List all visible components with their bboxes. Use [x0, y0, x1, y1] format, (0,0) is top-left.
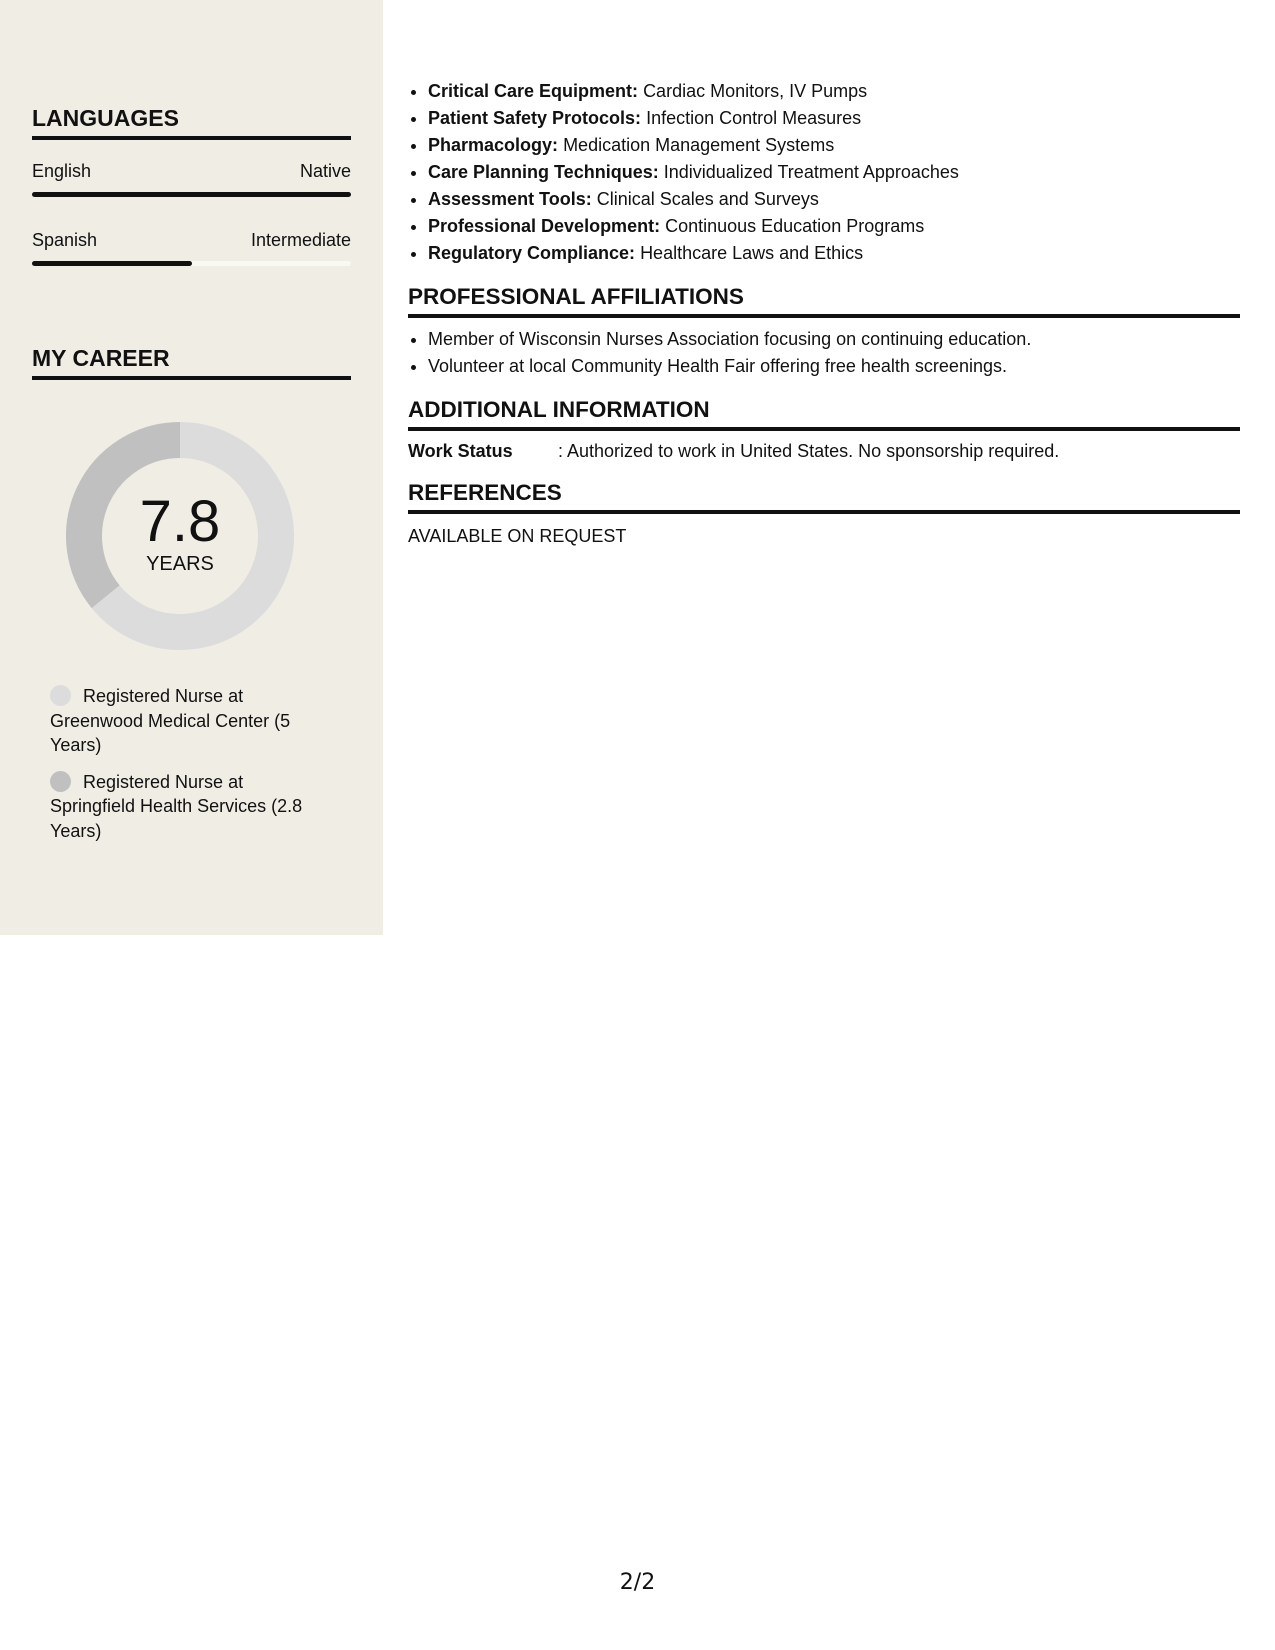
language-item-english — [32, 160, 351, 197]
skill-value: Continuous Education Programs — [665, 216, 925, 236]
sidebar — [0, 0, 383, 935]
references-text: AVAILABLE ON REQUEST — [408, 526, 627, 546]
language-level: Native — [299, 161, 351, 181]
language-bar-fill — [32, 261, 192, 266]
legend-dot-icon — [50, 685, 71, 706]
career-title: MY CAREER — [32, 344, 351, 380]
legend-dot-icon — [50, 771, 71, 792]
work-status-row — [408, 439, 1240, 463]
language-bar-fill — [32, 192, 351, 197]
references-title: REFERENCES — [408, 479, 1240, 514]
skills-list — [408, 78, 1240, 267]
list-item — [428, 105, 1240, 132]
career-donut — [66, 422, 294, 650]
skill-value: Cardiac Monitors, IV Pumps — [643, 81, 868, 101]
language-name: Spanish — [32, 230, 98, 250]
language-bar — [32, 261, 351, 266]
skill-label: Care Planning Techniques: — [428, 162, 659, 182]
skill-value: Medication Management Systems — [563, 135, 835, 155]
work-status-value: : Authorized to work in United States. No sponsorship required. — [558, 441, 1060, 461]
list-item — [428, 240, 1240, 267]
skill-value: Individualized Treatment Approaches — [663, 162, 959, 182]
skill-value: Clinical Scales and Surveys — [596, 189, 819, 209]
languages-section — [32, 104, 351, 266]
career-total-unit: YEARS — [146, 553, 214, 575]
legend-label: Registered Nurse at Greenwood Medical Center (5 Years) — [50, 686, 291, 755]
languages-title: LANGUAGES — [32, 104, 351, 140]
main-content — [408, 78, 1240, 548]
affiliations-title: PROFESSIONAL AFFILIATIONS — [408, 283, 1240, 318]
skill-value: Infection Control Measures — [646, 108, 862, 128]
additional-info-section — [408, 396, 1240, 463]
references-section — [408, 479, 1240, 548]
affiliations-section — [408, 283, 1240, 380]
skill-value: Healthcare Laws and Ethics — [640, 243, 864, 263]
skill-label: Critical Care Equipment: — [428, 81, 639, 101]
language-bar — [32, 192, 351, 197]
list-item — [428, 186, 1240, 213]
career-legend — [50, 684, 330, 855]
legend-item — [50, 684, 330, 758]
language-item-spanish — [32, 229, 351, 266]
list-item — [428, 213, 1240, 240]
legend-label: Registered Nurse at Springfield Health Services (2.8 Years) — [50, 771, 303, 841]
list-item — [428, 132, 1240, 159]
affiliations-list — [408, 326, 1240, 380]
page-number: 2/2 — [619, 1570, 656, 1595]
language-level: Intermediate — [250, 230, 351, 250]
skill-label: Assessment Tools: — [428, 189, 592, 209]
skill-label: Patient Safety Protocols: — [428, 108, 642, 128]
list-item — [428, 159, 1240, 186]
career-total-value: 7.8 — [139, 489, 221, 554]
skill-label: Regulatory Compliance: — [428, 243, 636, 263]
legend-item — [50, 770, 330, 844]
skill-label: Professional Development: — [428, 216, 661, 236]
work-status-label: Work Status — [408, 441, 513, 461]
list-item: • Member of Wisconsin Nurses Association focusing on continuing education. — [428, 326, 1240, 353]
list-item — [428, 78, 1240, 105]
skill-label: Pharmacology: — [428, 135, 559, 155]
list-item: • Volunteer at local Community Health Fair offering free health screenings. — [428, 353, 1240, 380]
career-section — [32, 344, 351, 380]
additional-info-title: ADDITIONAL INFORMATION — [408, 396, 1240, 431]
language-name: English — [32, 161, 92, 181]
